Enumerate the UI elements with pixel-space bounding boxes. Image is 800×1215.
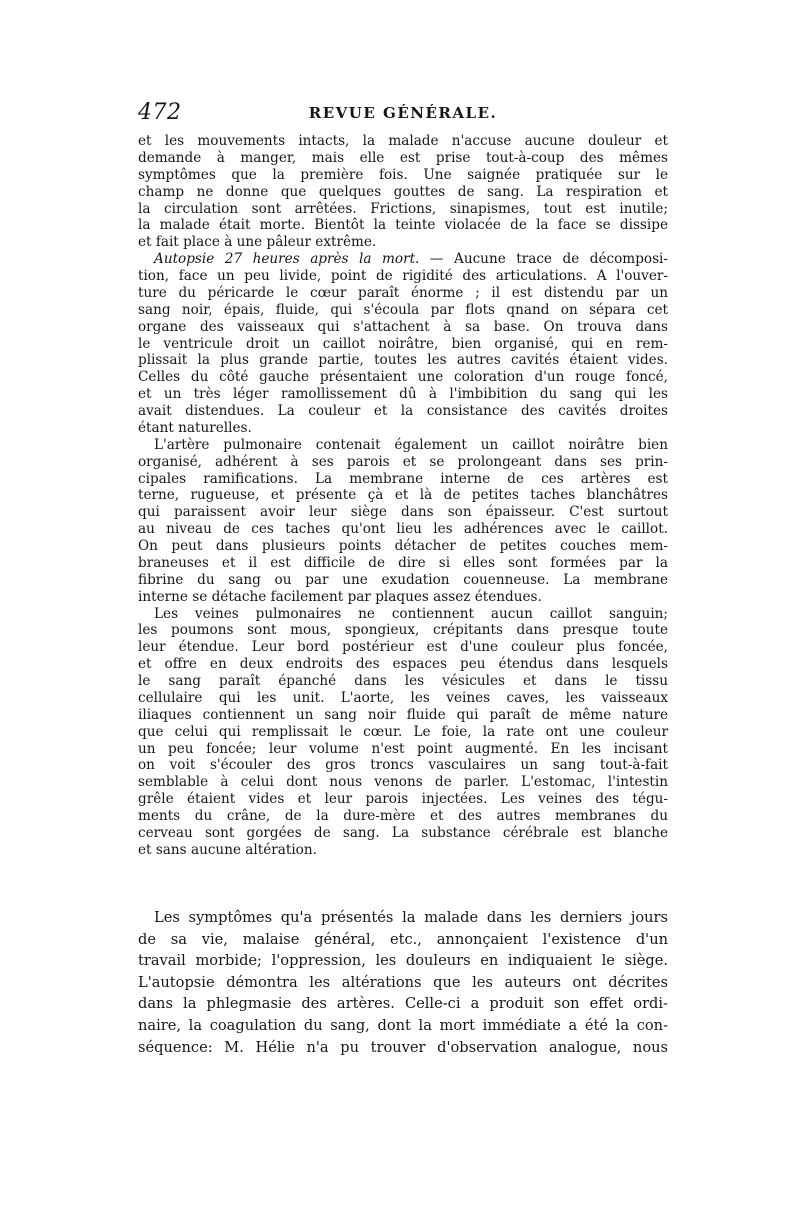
text-line: qui paraissent avoir leur siège dans son épaisseur. C'est surtout [138, 504, 668, 521]
text-line: et un très léger ramollissement dû à l'imbibition du sang qui les [138, 386, 668, 403]
text-line: dans la phlegmasie des artères. Celle-ci a produit son effet ordi- [138, 995, 668, 1013]
text-line: sang noir, épais, fluide, qui s'écoula par flots qnand on sépara cet [138, 301, 668, 318]
text-line: un peu foncée; leur volume n'est point augmenté. En les incisant [138, 740, 668, 757]
autopsy-heading: Autopsie 27 heures après la mort. [154, 251, 420, 268]
text-line: de sa vie, malaise général, etc., annonçaient l'existence d'un [138, 930, 668, 948]
text-line: et sans aucune altération. [138, 841, 317, 858]
text-line: la malade était morte. Bientôt la teinte violacée de la face se dissipe [138, 217, 668, 234]
text-line: semblable à celui dont nous venons de parler. L'estomac, l'intestin [138, 774, 668, 791]
text-line: naire, la coagulation du sang, dont la mort immédiate a été la con- [138, 1016, 668, 1034]
text-line: organe des vaisseaux qui s'attachent à sa base. On trouva dans [138, 318, 668, 335]
text-line: et les mouvements intacts, la malade n'accuse aucune douleur et [138, 133, 668, 149]
commentary [138, 907, 668, 1058]
text-line: avait distendues. La couleur et la consistance des cavités droites [138, 403, 668, 419]
text-line: cellulaire qui les unit. L'aorte, les veines caves, les vaisseaux [138, 689, 668, 706]
text-line: séquence: M. Hélie n'a pu trouver d'observation analogue, nous [138, 1038, 668, 1056]
text-line: cerveau sont gorgées de sang. La substance cérébrale est blanche [138, 824, 668, 841]
text-line: braneuses et il est difficile de dire si elles sont formées par la [138, 554, 668, 571]
text-line: on voit s'écouler des gros troncs vasculaires un sang tout-à-fait [138, 757, 668, 774]
text-line: terne, rugueuse, et présente çà et là de petites taches blanchâtres [138, 487, 668, 504]
text-line: leur étendue. Leur bord postérieur est d'une couleur plus foncée, [138, 639, 668, 656]
text-line: ture du péricarde le cœur paraît énorme ; il est distendu par un [138, 284, 668, 301]
paragraph-commentary [138, 907, 668, 1058]
case-report [138, 133, 668, 859]
paragraph-autopsy [138, 251, 668, 437]
text-line-rest: — Aucune trace de décomposi- [429, 251, 668, 268]
text-line: la circulation sont arrêtées. Frictions, sinapismes, tout est inutile; [138, 200, 668, 217]
text-line [138, 606, 668, 623]
text-line: et fait place à une pâleur extrême. [138, 234, 377, 251]
text-line: le sang paraît épanché dans les vésicules et dans le tissu [138, 673, 668, 689]
text-line: symptômes que la première fois. Une saignée pratiquée sur le [138, 166, 668, 183]
text-line: champ ne donne que quelques gouttes de sang. La respiration et [138, 183, 668, 200]
text-line-rest: Les symptômes qu'a présentés la malade dans les derniers jours [154, 909, 668, 926]
text-line: plissait la plus grande partie, toutes les autres cavités étaient vides. [138, 352, 668, 369]
text-line-rest: L'artère pulmonaire contenait également un caillot noirâtre bien [154, 436, 668, 453]
text-line: que celui qui remplissait le cœur. Le foie, la rate ont une couleur [138, 723, 668, 740]
text-line-rest: Les veines pulmonaires ne contiennent aucun caillot sanguin; [154, 605, 668, 622]
text-line: et offre en deux endroits des espaces peu étendus dans lesquels [138, 656, 668, 673]
text-line: les poumons sont mous, spongieux, crépitants dans presque toute [138, 622, 668, 639]
running-title: REVUE GÉNÉRALE. [308, 104, 498, 122]
text-line: ments du crâne, de la dure-mère et des autres membranes du [138, 808, 668, 824]
text-line [138, 907, 668, 929]
text-line: au niveau de ces taches qu'ont lieu les adhérences avec le caillot. [138, 521, 668, 538]
paragraph-pulmonary-artery [138, 437, 668, 606]
text-line [138, 437, 668, 454]
paragraph-veins [138, 606, 668, 859]
text-line: étant naturelles. [138, 419, 252, 436]
text-line: cipales ramifications. La membrane interne de ces artères est [138, 470, 668, 487]
text-line: travail morbide; l'oppression, les douleurs en indiquaient le siège. [138, 952, 668, 970]
text-line: le ventricule droit un caillot noirâtre, bien organisé, qui en rem- [138, 335, 668, 352]
text-line: tion, face un peu livide, point de rigidité des articulations. A l'ouver- [138, 268, 668, 284]
text-line: demande à manger, mais elle est prise tout-à-coup des mêmes [138, 149, 668, 166]
page-number: 472 [138, 100, 182, 125]
text-line: interne se détache facilement par plaques assez étendues. [138, 588, 542, 605]
text-line: fibrine du sang ou par une exudation couenneuse. La membrane [138, 571, 668, 588]
text-line: iliaques contiennent un sang noir fluide qui paraît de même nature [138, 706, 668, 723]
text-line: grêle étaient vides et leur parois injectées. Les veines des tégu- [138, 791, 668, 808]
text-line: organisé, adhérent à ses parois et se prolongeant dans ses prin- [138, 453, 668, 470]
text-line: On peut dans plusieurs points détacher de petites couches mem- [138, 538, 668, 554]
text-line: Celles du côté gauche présentaient une coloration d'un rouge foncé, [138, 369, 668, 386]
page-header [138, 100, 668, 130]
paragraph-continuation [138, 133, 668, 251]
text-line: L'autopsie démontra les altérations que les auteurs ont décrites [138, 973, 668, 991]
text-line [138, 251, 668, 268]
